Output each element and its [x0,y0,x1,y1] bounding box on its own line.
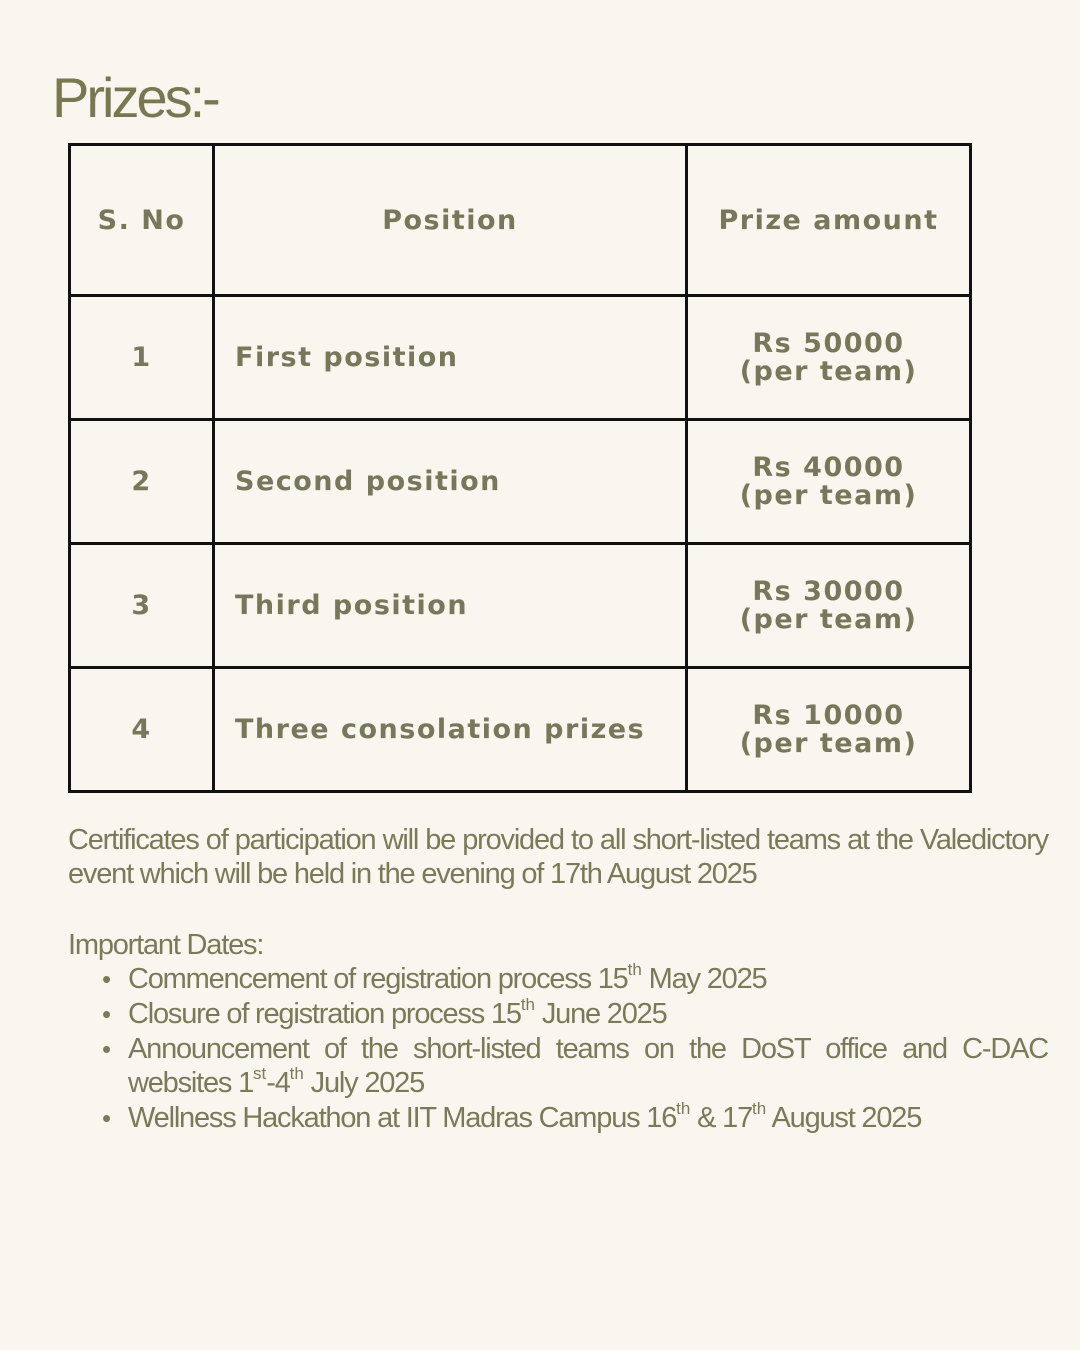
row-amount [687,296,971,420]
row-position: Three consolation prizes [214,668,687,792]
bullet-icon: • [102,1103,110,1133]
date-suffix: th [627,960,642,979]
bullet-icon: • [102,964,110,994]
amount-note: (per team) [739,727,918,759]
certificate-text: Certificates of participation will be provided to all short-listed teams at the Valedictory event which will be held in the evening of 17th August 2025 [68,824,1048,890]
page-title: Prizes:- [52,66,218,129]
date-suffix: th [752,1099,767,1118]
bullet-icon: • [102,999,110,1029]
header-sno: S. No [70,145,214,296]
bullet-icon: • [102,1034,110,1064]
table-header-row [70,145,971,296]
row-sno: 4 [70,668,214,792]
date-suffix: th [676,1099,691,1118]
amount-note: (per team) [739,479,918,511]
amount-value: Rs 30000 [752,575,905,607]
list-item [102,1032,1048,1100]
date-suffix: st [253,1064,267,1083]
row-sno: 3 [70,544,214,668]
table-row [70,544,971,668]
row-position: Third position [214,544,687,668]
date-text: Wellness Hackathon at IIT Madras Campus 16 [128,1102,677,1134]
date-text: Commencement of registration process 15 [128,963,628,995]
amount-value: Rs 10000 [752,699,905,731]
date-text: -4 [266,1067,290,1099]
amount-note: (per team) [739,603,918,635]
date-text: June 2025 [535,998,667,1030]
table-row [70,296,971,420]
date-text: July 2025 [303,1067,425,1099]
date-text: Closure of registration process 15 [128,998,521,1030]
date-suffix: th [520,995,535,1014]
row-amount [687,668,971,792]
important-dates-list [68,962,1048,1136]
header-prize-amount: Prize amount [687,145,971,296]
header-position: Position [214,145,687,296]
list-item [102,995,1048,1031]
row-position: Second position [214,420,687,544]
table-row [70,668,971,792]
date-text: & 17 [690,1102,753,1134]
list-item [102,1099,1048,1135]
prizes-table [68,143,972,793]
amount-note: (per team) [739,355,918,387]
row-amount [687,544,971,668]
row-sno: 2 [70,420,214,544]
list-item [102,960,1048,996]
date-suffix: th [289,1064,304,1083]
amount-value: Rs 40000 [752,451,905,483]
important-dates-heading: Important Dates: [68,929,264,961]
date-text: Announcement of the short-listed teams on the DoST office and C-DAC websites 1 [128,1033,1048,1099]
date-text: August 2025 [766,1102,922,1134]
date-text: May 2025 [641,963,767,995]
amount-value: Rs 50000 [752,327,905,359]
row-position: First position [214,296,687,420]
row-sno: 1 [70,296,214,420]
table-row [70,420,971,544]
row-amount [687,420,971,544]
